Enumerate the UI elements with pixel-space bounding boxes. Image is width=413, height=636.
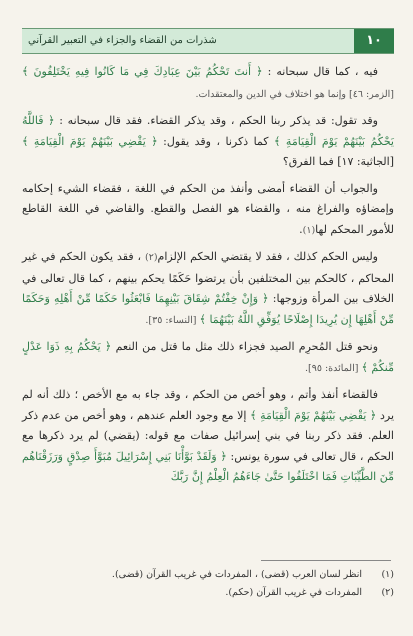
text-run: فيه ، كما قال سبحانه : <box>262 65 378 78</box>
footnote-1 <box>22 566 394 584</box>
running-header <box>22 28 394 54</box>
citation: (١) <box>302 224 316 236</box>
page-number: ١٠ <box>354 29 394 53</box>
quran-verse: ﴿ وَإِنْ خِفْتُمْ شِقَاقَ بَيْنِهِمَا فَابْعَثُوا حَكَمًا مِّنْ أَهْلِهِ وَحَكَمًا مِّنْ أَهْلِهَا إِن يُرِيدَا إِصْلَاحًا يُوَفِّقِ اللَّهُ بَيْنَهُمَا ﴾ <box>22 292 394 326</box>
text-run: وقد تقول: قد يذكر ربنا الحكم ، وقد يذكر القضاء. فقد قال سبحانه : <box>54 114 378 127</box>
footnote-text: المفردات في غريب القرآن (حكم). <box>225 587 362 598</box>
text-run: والجواب أن القضاء أمضى وأنفذ من الحكم في اللغة ، فقضاء الشيء إحكامه وإمضاؤه والفراغ منه ، والقضاء هو الفصل والقطع. والقاضي في اللغة القاطع للأمور المحكم لها <box>22 181 394 236</box>
paragraph-1 <box>22 62 394 105</box>
text-run: . <box>299 222 303 236</box>
footnote-number: (١) <box>381 569 394 580</box>
text-run: فالقضاء أنفذ وأتم ، وهو أخص من الحكم ، وقد جاء به مع الأخص ؛ ذلك أنه لم يرد <box>22 388 395 422</box>
running-title: شذرات من القضاء والجزاء في التعبير القرآني <box>28 35 217 46</box>
citation: (٢) <box>145 252 158 263</box>
citation: [المائدة: ٩٥]. <box>305 362 362 374</box>
footnotes <box>22 566 394 602</box>
footnote-number: (٢) <box>381 587 394 598</box>
paragraph-5 <box>22 337 394 379</box>
quran-verse: ﴿ فَاللَّهُ يَحْكُمُ بَيْنَهُمْ يَوْمَ الْقِيَامَةِ ﴾ <box>22 114 394 148</box>
text-run: ونحو قتل المُحرِم الصيد فجزاء ذلك مثل ما قتل من النعم <box>111 340 378 353</box>
paragraph-3 <box>22 179 394 242</box>
quran-verse: ﴿ يَحْكُمُ بِهِ ذَوَا عَدْلٍ مِّنكُمْ ﴾ <box>22 340 394 374</box>
text-run: إلا مع وجود العلم عندهم ، وهو أخص من عدم ذكر العلم. فقد ذكر ربنا في بني إسرائيل صفات مع قوله: (يقضي) لم يرد ذكرها مع الحكم ، قال تعالى في سورة يونس: <box>22 408 394 463</box>
quran-verse: ﴿ يَقْضِي بَيْنَهُمْ يَوْمَ الْقِيَامَةِ ﴾ <box>250 408 377 422</box>
text-run: ، فقد يكون الحكم في غير المحاكم ، كالحكم بين المختلفين بأن يرتضوا حَكَمًا يحكم بينهم ، كما قال تعالى في الخلاف بين المرأة وزوجها: <box>22 250 394 305</box>
quran-verse: ﴿ يَقْضِي بَيْنَهُمْ يَوْمَ الْقِيَامَةِ ﴾ <box>22 134 158 148</box>
text-run: كما ذكرنا ، وقد يقول: <box>157 134 275 148</box>
paragraph-2 <box>22 111 394 173</box>
footnote-text: انظر لسان العرب (قضى) ، المفردات في غريب القرآن (قضى). <box>111 569 362 580</box>
text-run: وليس الحكم كذلك ، فقد لا يقتضي الحكم الإلزام <box>157 250 378 263</box>
citation: [النساء: ٣٥]. <box>145 314 200 326</box>
footnote-2 <box>22 584 394 602</box>
paragraph-4 <box>22 247 394 331</box>
quran-verse: ﴿ أَنتَ تَحْكُمُ بَيْنَ عِبَادِكَ فِي مَا كَانُوا فِيهِ يَخْتَلِفُونَ ﴾ <box>22 65 263 78</box>
footnote-divider <box>261 560 391 561</box>
main-text <box>22 62 394 494</box>
citation: [الزمر: ٤٦] وإنما هو اختلاف في الدين والمعتقدات. <box>195 88 394 100</box>
quran-verse: ﴿ وَلَقَدْ بَوَّأْنَا بَنِي إِسْرَائِيلَ مُبَوَّأَ صِدْقٍ وَرَزَقْنَاهُم مِّنَ الطَّيِّبَاتِ فَمَا اخْتَلَفُوا حَتَّىٰ جَاءَهُمُ الْعِلْمُ إِنَّ رَبَّكَ <box>22 449 394 483</box>
text-run: [الجاثية: ١٧] فما الفرق؟ <box>282 155 394 168</box>
paragraph-6 <box>22 385 394 488</box>
